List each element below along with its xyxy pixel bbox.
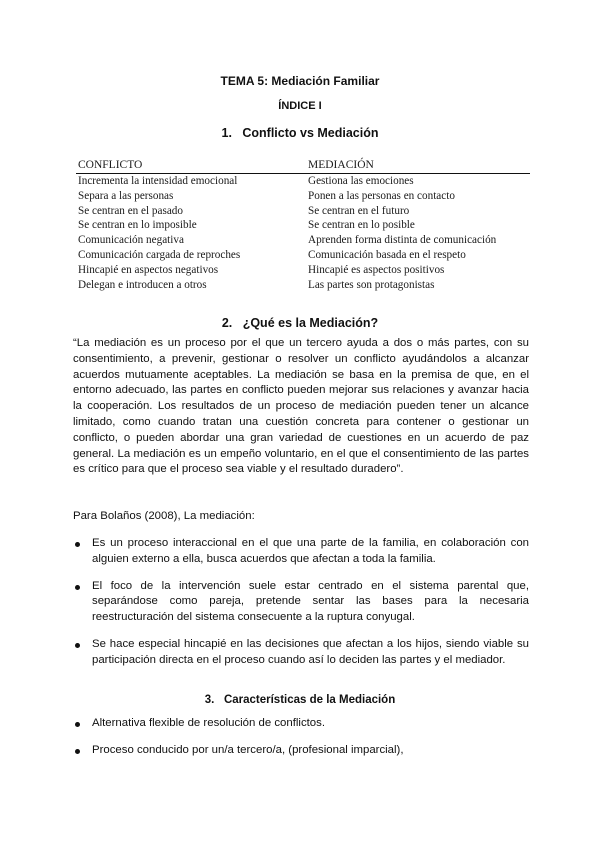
list-item-text: Proceso conducido por un/a tercero/a, (profesional imparcial), (92, 743, 404, 756)
table-cell: Comunicación cargada de reproches (78, 248, 241, 261)
table-row (76, 248, 530, 263)
list-item-text: El foco de la intervención suele estar centrado en el sistema parental que, separándose como pareja, pretende sentar las bases para la necesaria reestructuración del sistema consecuente a la ruptura conyugal. (92, 579, 529, 624)
definition-quote: “La mediación es un proceso por el que un tercero ayuda a dos o más partes, con su consentimiento, a prevenir, gestionar o resolver un conflicto ayudándolos a alcanzar acuerdos mutuamente aceptables. La mediación se basa en la premisa de que, en el entorno adecuado, las partes en conflicto pueden mejorar sus relaciones y avanzar hacia la cooperación. Los resultados de un proceso de mediación pueden tener un alcance limitado, como cuando tratan una cuestión concreta para contener o gestionar un conflicto, o pueden abordar una gran variedad de cuestiones en un acuerdo de paz general. La mediación es un empeño voluntario, en el que el consentimiento de las partes es crítico para que el proceso sea viable y el resultado duradero”. (73, 337, 529, 476)
comparison-table (76, 158, 530, 292)
table-row (76, 174, 530, 189)
bolanos-intro: Para Bolaños (2008), La mediación: (73, 510, 255, 522)
table-cell: Las partes son protagonistas (308, 278, 435, 291)
table-row (76, 233, 530, 248)
bullet-icon (75, 722, 80, 727)
section-2-heading (0, 316, 600, 330)
bullet-icon (75, 542, 80, 547)
list-item-text: Alternativa flexible de resolución de conflictos. (92, 717, 326, 729)
section-3-title: Características de la Mediación (223, 694, 396, 706)
bolanos-bullet-list (73, 536, 529, 680)
list-item (73, 743, 529, 759)
column-header-mediacion: MEDIACIÓN (306, 158, 530, 174)
table-row (76, 278, 530, 293)
list-item (73, 637, 529, 669)
bullet-icon (75, 585, 80, 590)
table-cell: Gestiona las emociones (308, 175, 414, 187)
section-3-heading (0, 694, 600, 706)
section-2-title: ¿Qué es la Mediación? (242, 316, 379, 330)
list-item-text: Se hace especial hincapié en las decisiones que afectan a los hijos, siendo viable su participación directa en el proceso cuando así lo deciden las partes y el mediador. (92, 637, 529, 666)
section-1-title: Conflicto vs Mediación (242, 126, 379, 140)
table-header-row (76, 158, 530, 174)
table-cell: Se centran en el futuro (308, 204, 410, 217)
section-3-number: 3. (204, 694, 215, 706)
table-row (76, 204, 530, 219)
table-row (76, 263, 530, 278)
list-item (73, 579, 529, 626)
table-row (76, 189, 530, 204)
bullet-icon (75, 643, 80, 648)
table-cell: Ponen a las personas en contacto (308, 189, 455, 202)
table-row (76, 218, 530, 233)
table-cell: Se centran en lo imposible (78, 219, 197, 232)
document-title: TEMA 5: Mediación Familiar (220, 74, 380, 88)
list-item (73, 716, 529, 732)
table-cell: Incrementa la intensidad emocional (78, 175, 238, 187)
index-label: ÍNDICE I (278, 100, 322, 112)
table-cell: Separa a las personas (78, 189, 174, 202)
characteristics-bullet-list (73, 716, 529, 770)
table-cell: Aprenden forma distinta de comunicación (308, 234, 497, 247)
section-1-heading (0, 126, 600, 140)
bullet-icon (75, 749, 80, 754)
table-cell: Comunicación negativa (78, 234, 184, 247)
table-cell: Se centran en el pasado (78, 204, 183, 217)
list-item-text: Es un proceso interaccional en el que una parte de la familia, en colaboración con alguien externo a ella, busca acuerdos que afectan a toda la familia. (92, 537, 529, 565)
table-cell: Se centran en lo posible (308, 219, 415, 232)
table-cell: Delegan e introducen a otros (78, 278, 207, 291)
section-1-number: 1. (221, 126, 232, 140)
table-cell: Comunicación basada en el respeto (308, 248, 466, 261)
table-cell: Hincapié en aspectos negativos (78, 263, 219, 276)
list-item (73, 536, 529, 568)
section-2-number: 2. (221, 316, 233, 330)
column-header-conflicto: CONFLICTO (76, 158, 306, 174)
table-cell: Hincapié es aspectos positivos (308, 263, 445, 276)
